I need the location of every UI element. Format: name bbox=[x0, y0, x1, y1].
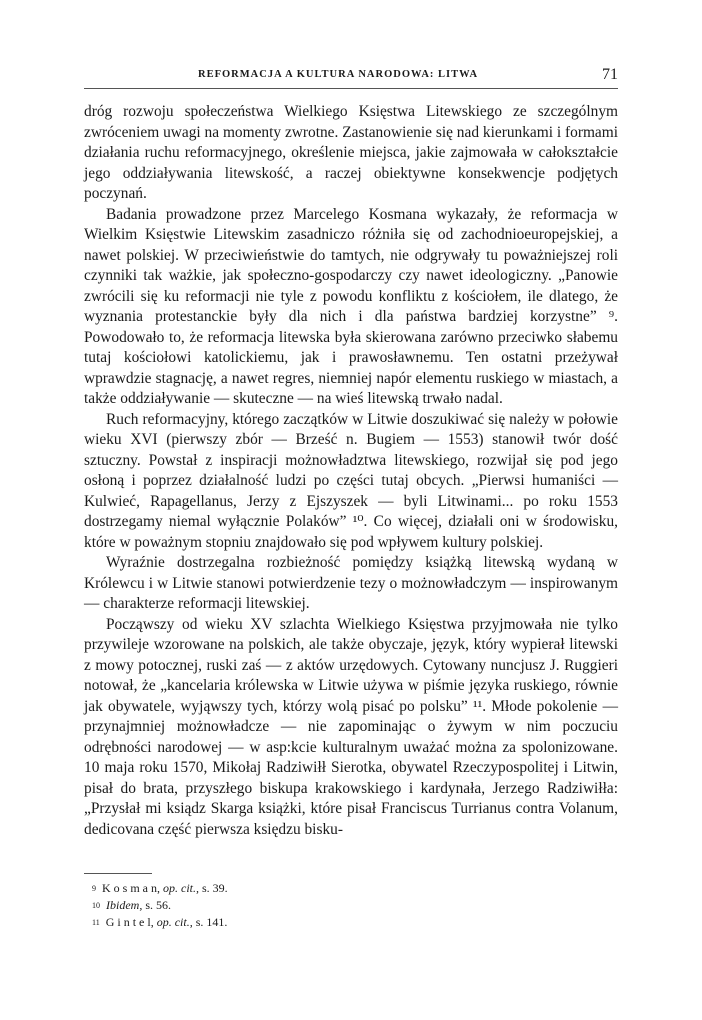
body-text bbox=[84, 102, 618, 840]
footnote-page: s. 56. bbox=[145, 898, 171, 912]
paragraph: Wyraźnie dostrzegalna rozbieżność pomiędzy książką litewską wydaną w Królewcu i w Litwie stanowi potwierdzenie tezy o możnowładczym — inspirowanym — charakterze reformacji litewskiej. bbox=[84, 554, 618, 612]
page-number: 71 bbox=[602, 66, 618, 83]
footnote-author: K o s m a n, bbox=[102, 881, 160, 895]
footnote-divider bbox=[84, 873, 152, 874]
footnote-ref: Ibidem, bbox=[106, 898, 143, 912]
footnote-number: 11 bbox=[92, 918, 100, 927]
page-header bbox=[84, 66, 618, 89]
running-title: REFORMACJA A KULTURA NARODOWA: LITWA bbox=[198, 69, 479, 80]
footnote-author: G i n t e l, bbox=[105, 915, 154, 929]
paragraph: dróg rozwoju społeczeństwa Wielkiego Księstwa Litewskiego ze szczególnym zwróceniem uwagi na momenty zwrotne. Zastanowienie się nad kierunkami i formami działania ruchu reformacyjnego, określenie miejsca, jakie zajmowała w całokształcie jego oddziaływania litewskość, a raczej obiektywne konsekwencje podjętych poczynań. bbox=[84, 103, 618, 202]
footnote bbox=[92, 897, 592, 914]
footnote-ref: op. cit., bbox=[156, 915, 193, 929]
footnote bbox=[92, 914, 592, 931]
paragraph: Badania prowadzone przez Marcelego Kosmana wykazały, że reformacja w Wielkim Księstwie Litewskim zasadniczo różniła się od zachodnioeuropejskiej, a nawet polskiej. W przeciwieństwie do tamtych, nie odgrywały tu poważniejszej roli czynniki tak ważkie, jak społeczno-gospodarczy czy nawet ideologiczny. „Panowie zwrócili się ku reformacji nie tyle z powodu konfliktu z kościołem, ile dlatego, że wyznania protestanckie były dla nich i dla państwa bardziej korzystne” ⁹. Powodowało to, że reformacja litewska była skierowana zarówno przeciwko słabemu tutaj kościołowi katolickiemu, jak i prawosławnemu. Ten ostatni przeżywał wprawdzie stagnację, a nawet regres, niemniej napór elementu ruskiego w miastach, a także oddziaływanie — skuteczne — na wieś litewską trwało nadal. bbox=[84, 205, 618, 407]
paragraph: Począwszy od wieku XV szlachta Wielkiego Księstwa przyjmowała nie tylko przywileje wzorowane na polskich, ale także obyczaje, język, który wypierał litewski z mowy potocznej, ruski zaś — z aktów urzędowych. Cytowany nuncjusz J. Ruggieri notował, że „kancelaria królewska w Litwie używa w piśmie języka ruskiego, równie jak obywatele, wyjąwszy tych, którzy wolą pisać po polsku” ¹¹. Młode pokolenie — przynajmniej możnowładcze — nie zapominając o żywym w nim poczuciu odrębności narodowej — w asp:kcie kulturalnym uważać można za spolonizowane. 10 maja roku 1570, Mikołaj Radziwiłł Sierotka, obywatel Rzeczypospolitej i Litwin, pisał do brata, przyszłego biskupa krakowskiego i kardynała, Jerzego Radziwiłła: „Przysłał mi ksiądz Skarga książki, które pisał Franciscus Turrianus contra Volanum, dedicovana część pierwsza księdzu bisku- bbox=[84, 615, 618, 838]
footnotes bbox=[92, 880, 592, 931]
footnote-page: s. 39. bbox=[202, 881, 228, 895]
paragraph: Ruch reformacyjny, którego zaczątków w Litwie doszukiwać się należy w połowie wieku XVI (pierwszy zbór — Brześć n. Bugiem — 1553) stanowił twór dość sztuczny. Powstał z inspiracji możnowładztwa litewskiego, rozwijał się pod jego osłoną i poprzez działalność ludzi po części tutaj obcych. „Pierwsi humaniści — Kulwieć, Rapagellanus, Jerzy z Ejszyszek — byli Litwinami... po roku 1553 dostrzegamy niemal wyłącznie Polaków” ¹⁰. Co więcej, działali oni w środowisku, które w poważnym stopniu znajdowało się pod wpływem kultury polskiej. bbox=[84, 410, 618, 551]
footnote-page: s. 141. bbox=[195, 915, 228, 929]
footnote bbox=[92, 880, 592, 897]
footnote-ref: op. cit., bbox=[163, 881, 199, 895]
footnote-number: 9 bbox=[92, 884, 96, 893]
footnote-number: 10 bbox=[92, 901, 100, 910]
